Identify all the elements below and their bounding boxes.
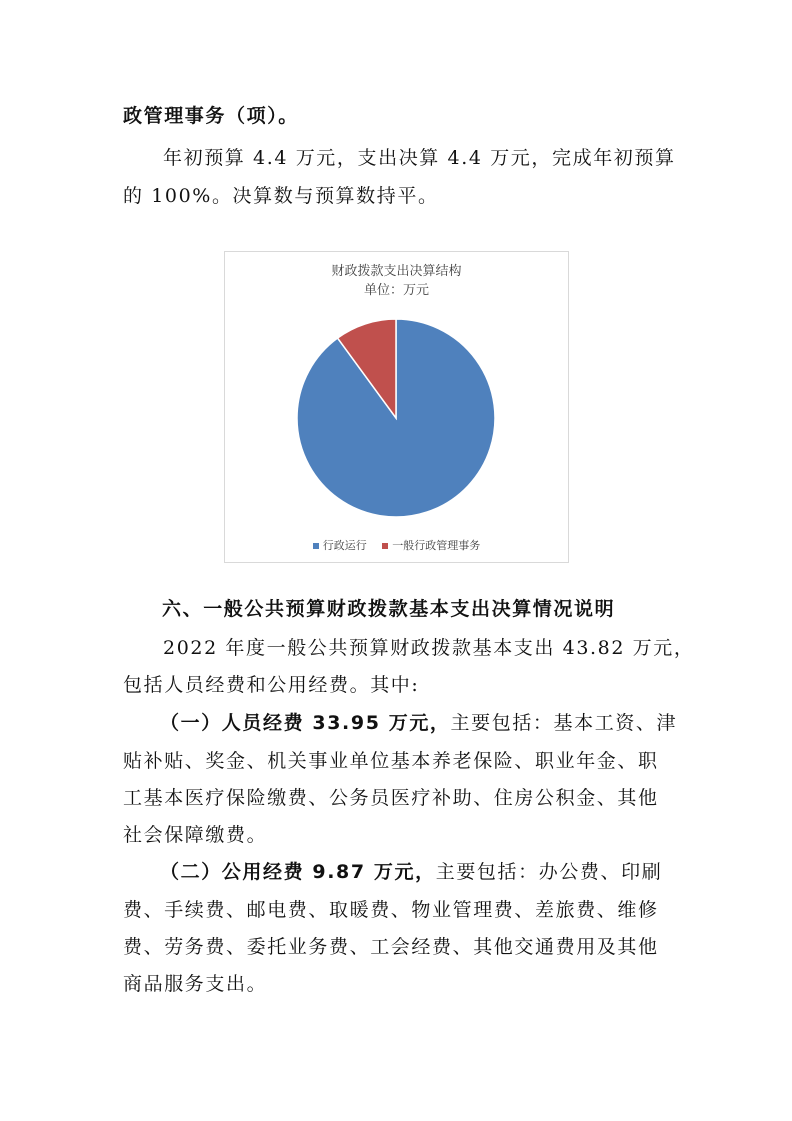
paragraph-line: 社会保障缴费。 [123, 824, 268, 846]
chart-legend [225, 537, 568, 553]
pie-chart [224, 251, 569, 563]
paragraph-line: 贴补贴、奖金、机关事业单位基本养老保险、职业年金、职 [123, 750, 659, 772]
legend-swatch [382, 543, 388, 549]
paragraph-line: 费、手续费、邮电费、取暖费、物业管理费、差旅费、维修 [123, 899, 659, 921]
legend-item-1 [382, 539, 480, 552]
paragraph-line: 的 100%。决算数与预算数持平。 [123, 185, 439, 207]
personnel-cost-heading: （一）人员经费 33.95 万元， [160, 712, 451, 734]
paragraph-line [160, 711, 677, 735]
section-title: 六、一般公共预算财政拨款基本支出决算情况说明 [162, 598, 616, 620]
paragraph-line: 商品服务支出。 [123, 973, 268, 995]
legend-label: 行政运行 [322, 539, 367, 552]
paragraph-line: 政管理事务（项）。 [123, 105, 299, 127]
paragraph-line: 工基本医疗保险缴费、公务员医疗补助、住房公积金、其他 [123, 787, 659, 809]
legend-label: 一般行政管理事务 [392, 539, 481, 552]
chart-title: 财政拨款支出决算结构 [331, 264, 462, 279]
chart-subtitle: 单位：万元 [363, 283, 429, 298]
paragraph-text: 主要包括：办公费、印刷 [435, 861, 663, 883]
paragraph-text: 主要包括：基本工资、津 [450, 712, 678, 734]
paragraph-line: 2022 年度一般公共预算财政拨款基本支出 43.82 万元， [163, 637, 695, 659]
public-cost-heading: （二）公用经费 9.87 万元， [160, 861, 436, 883]
legend-item-0 [313, 539, 367, 552]
paragraph-line: 年初预算 4.4 万元，支出决算 4.4 万元，完成年初预算 [163, 147, 676, 169]
paragraph-line: 费、劳务费、委托业务费、工会经费、其他交通费用及其他 [123, 936, 659, 958]
paragraph-line: 包括人员经费和公用经费。其中: [123, 674, 420, 696]
pie-svg [225, 252, 568, 562]
paragraph-line [160, 860, 662, 884]
legend-swatch [313, 543, 319, 549]
